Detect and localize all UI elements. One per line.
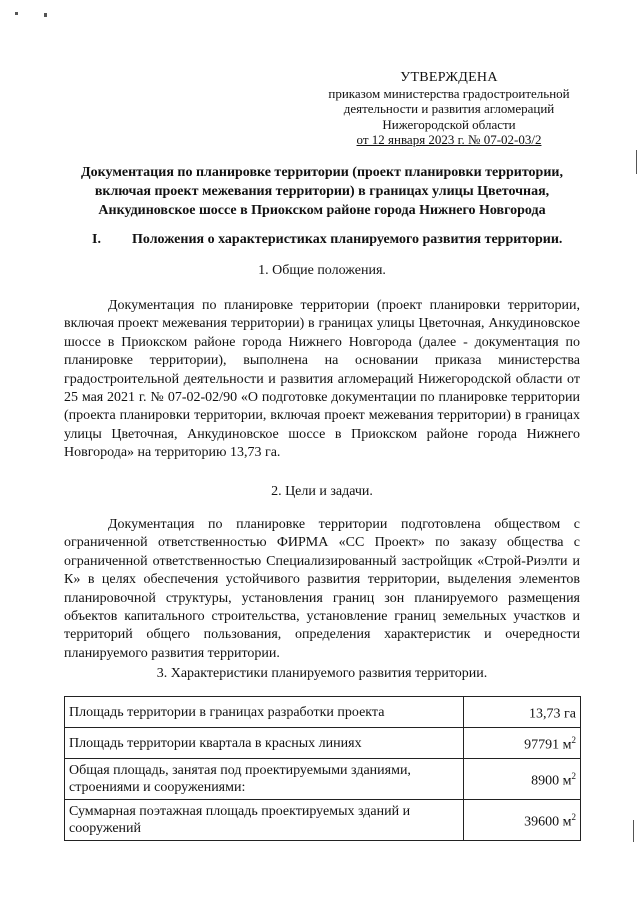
row-label: Площадь территории в границах разработки проекта [65, 697, 464, 728]
characteristics-table [64, 696, 581, 841]
subsection-heading: 3. Характеристики планируемого развития территории. [156, 666, 488, 681]
table-row [65, 800, 581, 841]
row-value: 97791 $м^2$ [464, 728, 581, 759]
row-value: 8900 $м^2$ [464, 759, 581, 800]
section-number: I. [92, 232, 101, 247]
paragraph-general: Документация по планировке территории (проект планировки территории, включая проект межевания территории) в границах улицы Цветочная, Анкудиновское шоссе в Приокском районе города Нижнего Новгорода (далее - документация по планировке территории), выполнена на основании приказа министерства градостроительной деятельности и развития агломераций Нижегородской области от 25 мая 2021 г. № 07-02-02/90 «О подготовке документации по планировке территории (проекта планировки территории, включая проект межевания территории) в границах улицы Цветочная, Анкудиновское шоссе в Приокском районе города Нижнего Новгорода» на территорию 13,73 га. [64, 298, 580, 461]
table-row [65, 759, 581, 800]
document-title: Документация по планировке территории (проект планировки территории, включая проект межевания территории) в границах улицы Цветочная, Анкудиновское шоссе в Приокском районе города Нижнего Новгорода [81, 165, 563, 218]
table-row [65, 697, 581, 728]
row-label: Площадь территории квартала в красных линиях [65, 728, 464, 759]
approval-stamp [318, 70, 580, 148]
approval-line: приказом министерства градостроительной [328, 85, 570, 101]
subsection-heading: 2. Цели и задачи. [271, 484, 373, 499]
table-row [65, 728, 581, 759]
section-heading [64, 232, 580, 248]
row-label: Суммарная поэтажная площадь проектируемых зданий и сооружений [65, 800, 464, 841]
scan-edge-mark [636, 150, 637, 174]
approval-date: от 12 января 2023 г. № 07-02-03/2 [356, 132, 542, 147]
row-label: Общая площадь, занятая под проектируемыми зданиями, строениями и сооружениями: [65, 759, 464, 800]
scan-edge-mark [633, 820, 634, 842]
row-value: 13,73 га [464, 697, 581, 728]
section-title: Положения о характеристиках планируемого развития территории. [132, 232, 563, 247]
approval-line: деятельности и развития агломераций [343, 101, 555, 116]
row-value: 39600 $м^2$ [464, 800, 581, 841]
approval-line: Нижегородской области [382, 116, 516, 132]
approval-title: УТВЕРЖДЕНА [400, 70, 498, 85]
paragraph-goals: Документация по планировке территории подготовлена обществом с ограниченной ответственностью ФИРМА «СС Проект» по заказу общества с ограниченной ответственностью Специализированный застройщик «Строй-Риэлти и К» в целях обеспечения устойчивого развития территории, выделения элементов планировочной структуры, установления границ зон планируемого размещения объектов капитального строительства, установление границ земельных участков и территорий общего пользования, определения характеристик и очередности планируемого развития территории. [64, 517, 580, 661]
scan-speck [15, 12, 18, 15]
scan-speck [44, 13, 47, 17]
subsection-heading: 1. Общие положения. [258, 263, 386, 278]
